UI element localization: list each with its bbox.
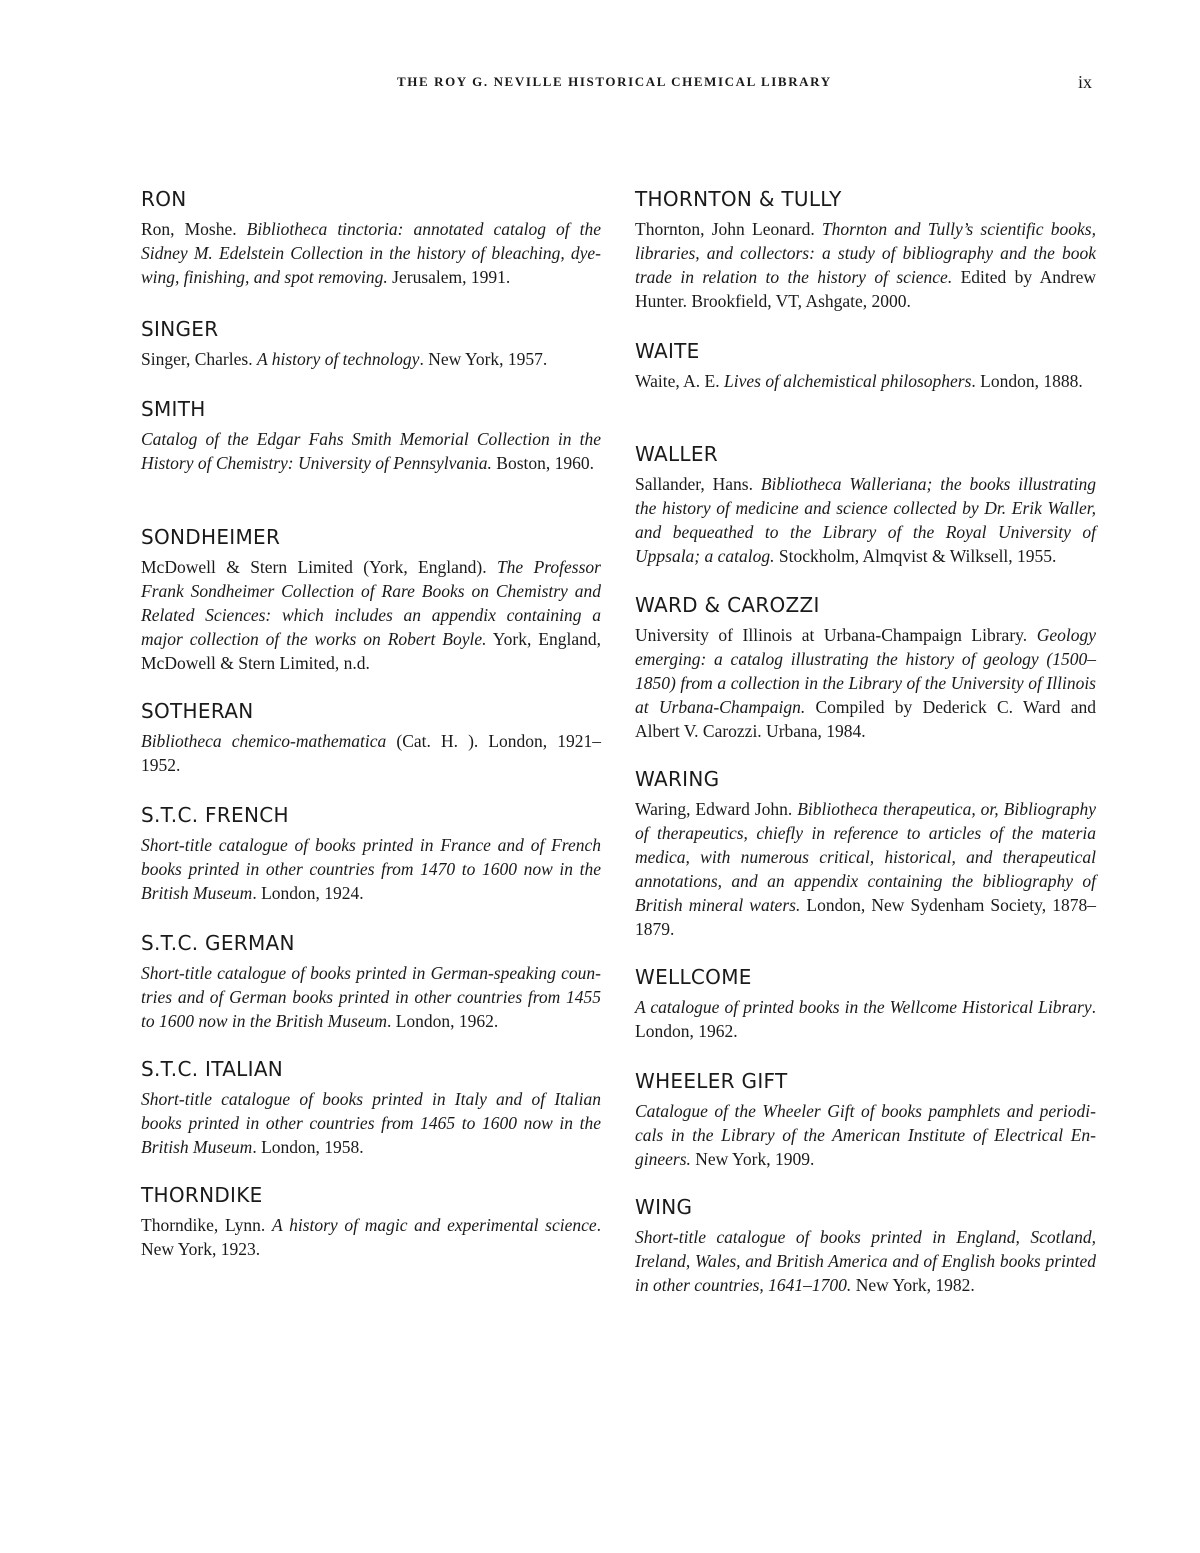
entry-citation	[141, 833, 601, 905]
citation-title: Short-title catalogue of books printed in England, Scotland, Ireland, Wales, and British America and of English books printed in other countries, 1641–1700.	[635, 1227, 1096, 1295]
entry-wing	[635, 1195, 1096, 1297]
citation-title: Bibliotheca therapeutica, or, Bibliography of therapeutics, chiefly in reference to articles of the materia medica, with numerous critical, historical, and therapeutical annotations, and an appendix containing the bibliography of British mineral waters.	[635, 799, 1096, 915]
citation-imprint: Stockholm, Almqvist & Wilksell, 1955.	[774, 546, 1057, 566]
citation-author: Singer, Charles.	[141, 349, 257, 369]
entry-heading: RON	[141, 187, 187, 211]
entry-smith	[141, 397, 601, 525]
citation-imprint: New York, 1982.	[851, 1275, 975, 1295]
citation-imprint: . London, 1924.	[252, 883, 364, 903]
citation-title: A history of technology	[256, 349, 420, 369]
entry-heading: THORNDIKE	[141, 1183, 263, 1207]
entry-waite	[635, 339, 1096, 442]
running-head	[0, 72, 1200, 96]
entry-citation	[141, 217, 601, 289]
citation-imprint: Compiled by Dederick C. Ward and Albert V. Carozzi. Urbana, 1984.	[635, 697, 1096, 741]
entry-citation	[141, 1087, 601, 1159]
entry-heading: SMITH	[141, 397, 206, 421]
citation-title: Bibliotheca tinctoria: annotated catalog of the Sidney M. Edelstein Collection in the history of bleaching, dyewing, finishing, and spot removing.	[141, 219, 601, 287]
entry-heading: S.T.C. ITALIAN	[141, 1057, 284, 1081]
entry-citation	[635, 623, 1096, 743]
citation-imprint: New York, 1909.	[690, 1149, 815, 1169]
entry-heading: S.T.C. FRENCH	[141, 803, 289, 827]
entry-waller	[635, 442, 1096, 593]
entry-heading: WHEELER GIFT	[635, 1069, 788, 1093]
citation-imprint: Jerusalem, 1991.	[387, 267, 511, 287]
entry-citation	[635, 217, 1096, 313]
citation-imprint: . London, 1958.	[252, 1137, 364, 1157]
entry-singer	[141, 317, 601, 397]
citation-author: Waring, Edward John.	[635, 799, 798, 819]
entry-stc-german	[141, 931, 601, 1057]
entry-heading: THORNTON & TULLY	[635, 187, 842, 211]
entry-heading: WARING	[635, 767, 720, 791]
citation-imprint: . New York, 1957.	[419, 349, 548, 369]
entry-thorndike	[141, 1183, 601, 1261]
entry-thornton-tully	[635, 187, 1096, 339]
entry-citation	[141, 347, 601, 371]
citation-title: Bibliotheca Walleriana; the books illustrating the history of medicine and science collected by Dr. Erik Waller, and bequeathed to the Library of the Royal University of Uppsala; a catalog.	[635, 474, 1096, 566]
citation-title: Catalogue of the Wheeler Gift of books pamphlets and periodicals in the Library of the American Institute of Electrical Engineers.	[635, 1101, 1096, 1169]
entry-heading: WING	[635, 1195, 693, 1219]
entry-citation	[141, 961, 601, 1033]
citation-author: Ron, Moshe.	[141, 219, 247, 239]
left-column	[141, 187, 601, 1261]
entry-citation	[635, 1225, 1096, 1297]
entry-stc-italian	[141, 1057, 601, 1183]
entry-ward-carozzi	[635, 593, 1096, 767]
citation-title: Short-title catalogue of books printed in Italy and of Italian books printed in other countries from 1465 to 1600 now in the British Museum	[141, 1089, 601, 1157]
citation-imprint: . London, 1962.	[386, 1011, 499, 1031]
citation-imprint: . New York, 1923.	[141, 1215, 601, 1259]
citation-title: A history of magic and experimental science	[272, 1215, 597, 1235]
entry-sondheimer	[141, 525, 601, 699]
citation-imprint: Boston, 1960.	[491, 453, 595, 473]
entry-citation	[635, 995, 1096, 1043]
right-column	[635, 187, 1096, 1297]
citation-author: Sallander, Hans.	[635, 474, 761, 494]
entry-waring	[635, 767, 1096, 965]
entry-heading: WELLCOME	[635, 965, 752, 989]
citation-author: Thornton, John Leonard.	[635, 219, 822, 239]
entry-wheeler-gift	[635, 1069, 1096, 1195]
citation-title: Thornton and Tully’s scientific books, libraries, and collectors: a study of bibliography and the book trade in relation to the history of science.	[635, 219, 1096, 287]
running-title: THE ROY G. NEVILLE HISTORICAL CHEMICAL LIBRARY	[397, 74, 832, 89]
entry-ron	[141, 187, 601, 317]
entry-sotheran	[141, 699, 601, 803]
page-number: ix	[1078, 72, 1093, 92]
citation-title: Catalog of the Edgar Fahs Smith Memorial Collection in the History of Chemistry: University of Pennsylvania.	[141, 429, 601, 473]
entry-citation	[141, 729, 601, 777]
citation-imprint: (Cat. H. ). London, 1921–1952.	[141, 731, 601, 775]
citation-imprint: . London, 1888.	[971, 371, 1083, 391]
entry-wellcome	[635, 965, 1096, 1069]
citation-title: Geology emerging: a catalog illustrating the history of geology (1500–1850) from a collection in the Library of the University of Illinois at Urbana-Champaign.	[635, 625, 1096, 717]
entry-heading: SOTHERAN	[141, 699, 254, 723]
citation-imprint: Edited by Andrew Hunter. Brookfield, VT, Ashgate, 2000.	[635, 267, 1096, 311]
entry-heading: S.T.C. GERMAN	[141, 931, 295, 955]
entry-heading: SINGER	[141, 317, 219, 341]
citation-author: Waite, A. E.	[635, 371, 724, 391]
citation-title: Short-title catalogue of books printed in France and of French books printed in other countries from 1470 to 1600 now in the British Museum	[141, 835, 601, 903]
entry-heading: SONDHEIMER	[141, 525, 281, 549]
entry-citation	[635, 1099, 1096, 1171]
citation-imprint: London, New Sydenham Society, 1878–1879.	[635, 895, 1097, 939]
entry-heading: WARD & CAROZZI	[635, 593, 820, 617]
entry-citation	[141, 427, 601, 475]
entry-citation	[635, 472, 1096, 568]
citation-author: McDowell & Stern Limited (York, England).	[141, 557, 497, 577]
entry-citation	[141, 1213, 601, 1261]
entry-citation	[635, 797, 1096, 941]
citation-author: Thorndike, Lynn.	[141, 1215, 273, 1235]
citation-imprint: . London, 1962.	[635, 997, 1096, 1041]
citation-title: A catalogue of printed books in the Wellcome Historical Library	[635, 997, 1092, 1017]
entry-stc-french	[141, 803, 601, 931]
entry-heading: WALLER	[635, 442, 718, 466]
entry-heading: WAITE	[635, 339, 700, 363]
citation-author: University of Illinois at Urbana-Champaign Library.	[635, 625, 1037, 645]
citation-title: Lives of alchemistical philosophers	[724, 371, 972, 391]
citation-imprint: York, England, McDowell & Stern Limited, n.d.	[141, 629, 602, 673]
entry-citation	[141, 555, 601, 675]
citation-title: The Professor Frank Sondheimer Collection of Rare Books on Chemistry and Related Sciences: which includes an appendix containing a major collection of the works on Robert Boyle.	[141, 557, 601, 649]
citation-title: Bibliotheca chemico-mathematica	[141, 731, 387, 751]
entry-citation	[635, 369, 1096, 393]
citation-title: Short-title catalogue of books printed in German-speaking countries and of German books printed in other countries from 1455 to 1600 now in the British Museum	[141, 963, 601, 1031]
